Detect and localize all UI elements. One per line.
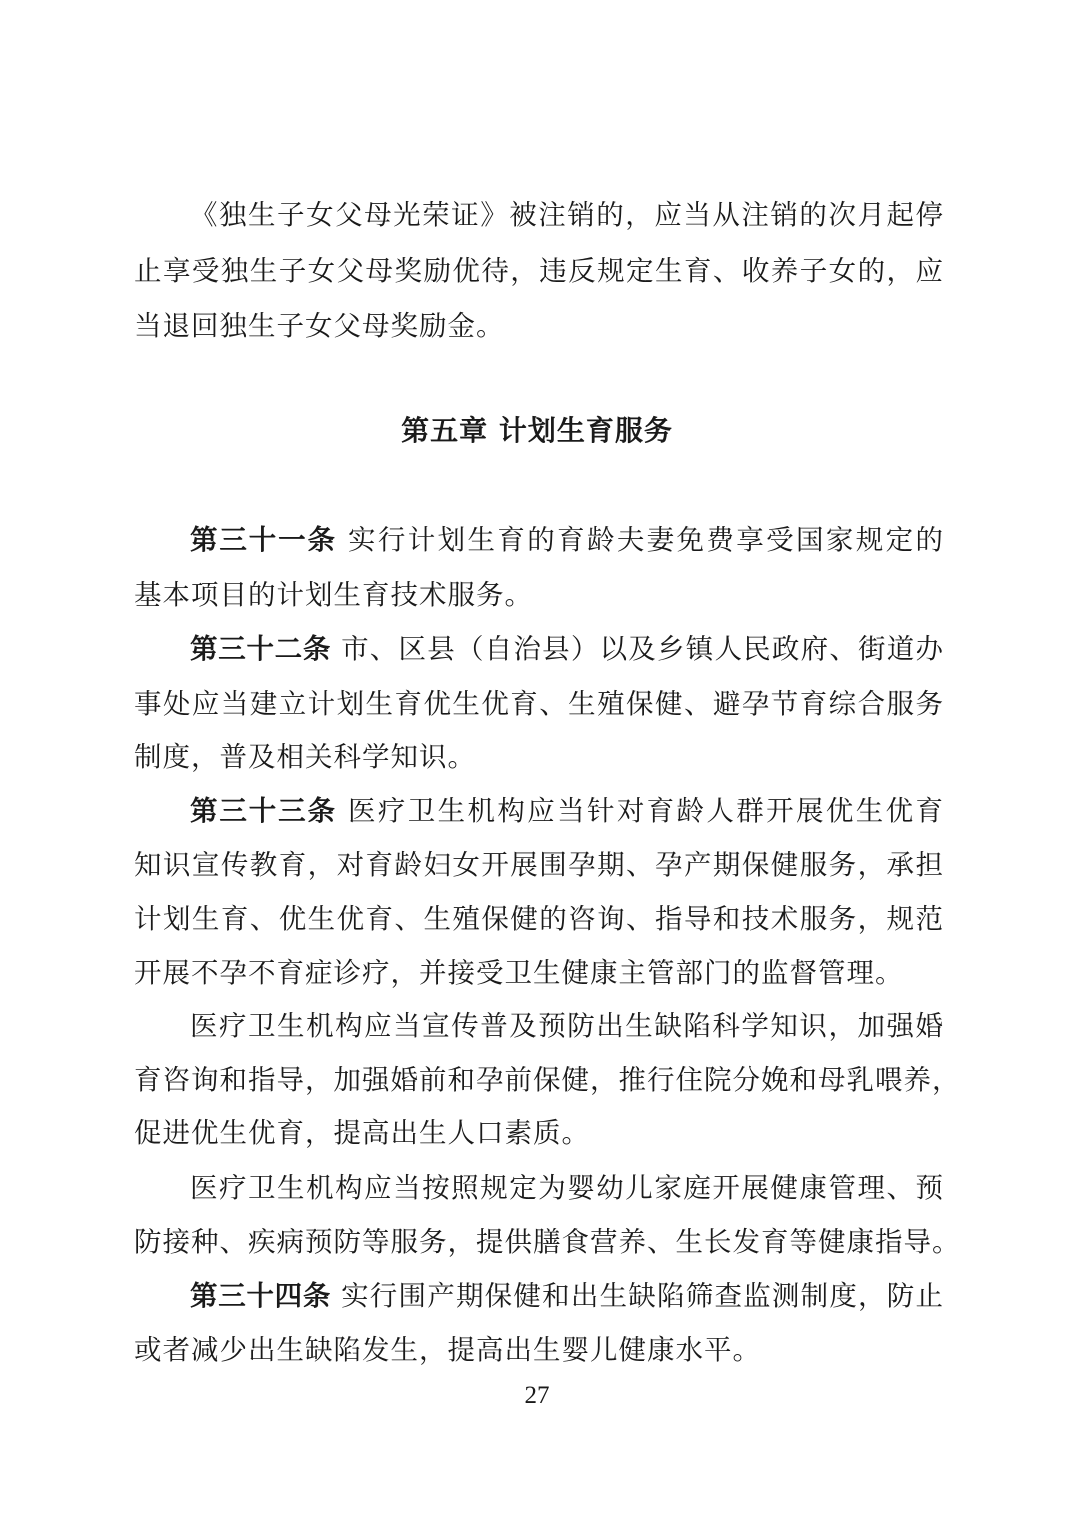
paragraph-line: 知识宣传教育，对育龄妇女开展围孕期、孕产期保健服务，承担: [134, 849, 944, 881]
paragraph-line: 开展不孕不育症诊疗，并接受卫生健康主管部门的监督管理。: [134, 957, 904, 989]
article-31-line: [190, 511, 944, 569]
paragraph-line: 育咨询和指导，加强婚前和孕前保健，推行住院分娩和母乳喂养，: [134, 1064, 961, 1096]
paragraph-line: 防接种、疾病预防等服务，提供膳食营养、生长发育等健康指导。: [134, 1226, 961, 1258]
paragraph-line: 医疗卫生机构应当宣传普及预防出生缺陷科学知识，加强婚: [190, 1010, 944, 1042]
paragraph-line: 基本项目的计划生育技术服务。: [134, 579, 533, 611]
paragraph-line: 促进优生优育，提高出生人口素质。: [134, 1117, 590, 1149]
article-33-label: 第三十三条: [190, 795, 337, 827]
article-34-line: [190, 1267, 944, 1325]
paragraph-line: 或者减少出生缺陷发生，提高出生婴儿健康水平。: [134, 1334, 761, 1366]
article-34-text: 实行围产期保健和出生缺陷筛查监测制度，防止: [341, 1280, 944, 1312]
article-32-text: 市、区县（自治县）以及乡镇人民政府、街道办: [341, 633, 944, 665]
paragraph-line: 医疗卫生机构应当按照规定为婴幼儿家庭开展健康管理、预: [190, 1172, 944, 1204]
article-34-label: 第三十四条: [190, 1280, 332, 1312]
paragraph-line: 事处应当建立计划生育优生优育、生殖保健、避孕节育综合服务: [134, 688, 944, 720]
article-31-text: 实行计划生育的育龄夫妻免费享受国家规定的: [347, 524, 945, 556]
article-31-label: 第三十一条: [190, 524, 337, 556]
article-33-text: 医疗卫生机构应当针对育龄人群开展优生优育: [347, 795, 945, 827]
chapter-heading: 第五章 计划生育服务: [401, 414, 673, 447]
article-32-line: [190, 620, 944, 678]
paragraph-line: 《独生子女父母光荣证》被注销的，应当从注销的次月起停: [190, 199, 944, 231]
article-33-line: [190, 782, 944, 840]
paragraph-line: 止享受独生子女父母奖励优待，违反规定生育、收养子女的，应: [134, 255, 944, 287]
paragraph-line: 计划生育、优生优育、生殖保健的咨询、指导和技术服务，规范: [134, 903, 944, 935]
article-32-label: 第三十二条: [190, 633, 332, 665]
paragraph-line: 制度，普及相关科学知识。: [134, 741, 476, 773]
paragraph-line: 当退回独生子女父母奖励金。: [134, 310, 505, 342]
page-number: 27: [524, 1382, 550, 1409]
